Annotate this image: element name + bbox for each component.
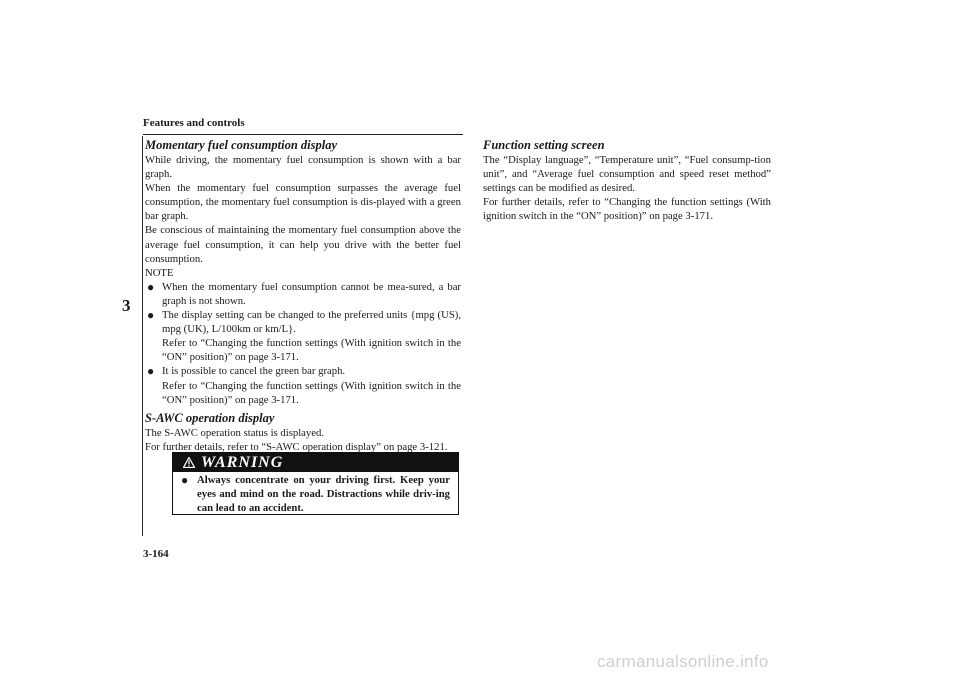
note-text: When the momentary fuel consumption cannot be mea-sured, a bar graph is not shown.	[162, 280, 461, 307]
right-column	[483, 138, 771, 223]
function-heading: Function setting screen	[483, 138, 605, 152]
note-item	[145, 280, 461, 308]
chapter-margin-rule	[142, 136, 143, 536]
warning-box	[172, 452, 459, 515]
momentary-paragraph: While driving, the momentary fuel consumption is shown with a bar graph.	[145, 154, 461, 181]
note-item	[145, 364, 461, 406]
bullet-icon: ●	[147, 364, 155, 379]
warning-text: Always concentrate on your driving first. Keep your eyes and mind on the road. Distractions while driv-ing can lead to an accident.	[197, 474, 450, 514]
note-reference: Refer to “Changing the function settings (With ignition switch in the “ON” position)” on page 3-171.	[162, 379, 461, 406]
sawc-paragraph: The S-AWC operation status is displayed.	[145, 426, 325, 439]
running-header: Features and controls	[143, 117, 245, 129]
momentary-heading: Momentary fuel consumption display	[145, 138, 338, 152]
warning-triangle-icon	[183, 457, 195, 468]
note-title: NOTE	[145, 266, 174, 279]
momentary-paragraph: Be conscious of maintaining the momentary fuel consumption above the average fuel consumption, it can help you drive with the better fuel consumption.	[145, 224, 461, 265]
warning-title: WARNING	[201, 453, 284, 471]
bullet-icon: ●	[147, 308, 155, 323]
page-number: 3-164	[143, 548, 169, 560]
left-column	[145, 138, 461, 454]
site-watermark: carmanualsonline.info	[597, 652, 769, 671]
note-text: The display setting can be changed to the preferred units {mpg (US), mpg (UK), L/100km or km/L}.	[162, 309, 461, 336]
bullet-icon: ●	[147, 279, 155, 294]
function-paragraph: The “Display language”, “Temperature unit”, “Fuel consump-tion unit”, and “Average fuel consumption and speed reset method” settings can be modified as desired.	[483, 154, 771, 195]
note-list	[145, 280, 461, 407]
momentary-paragraph: When the momentary fuel consumption surpasses the average fuel consumption, the momentary fuel consumption is dis-played with a green bar graph.	[145, 182, 461, 223]
warning-body	[173, 472, 458, 515]
note-reference: Refer to “Changing the function settings (With ignition switch in the “ON” position)” on page 3-171.	[162, 337, 461, 364]
note-item	[145, 308, 461, 364]
function-paragraph: For further details, refer to “Changing the function settings (With ignition switch in the “ON” position)” on page 3-171.	[483, 196, 771, 223]
bullet-icon: ●	[181, 473, 189, 487]
header-rule	[143, 134, 463, 135]
sawc-paragraph: For further details, refer to “S-AWC operation display” on page 3-121.	[145, 440, 448, 453]
warning-header	[173, 453, 458, 472]
sawc-heading: S-AWC operation display	[145, 410, 275, 425]
chapter-number: 3	[122, 296, 131, 315]
note-text: It is possible to cancel the green bar graph.	[162, 365, 346, 378]
